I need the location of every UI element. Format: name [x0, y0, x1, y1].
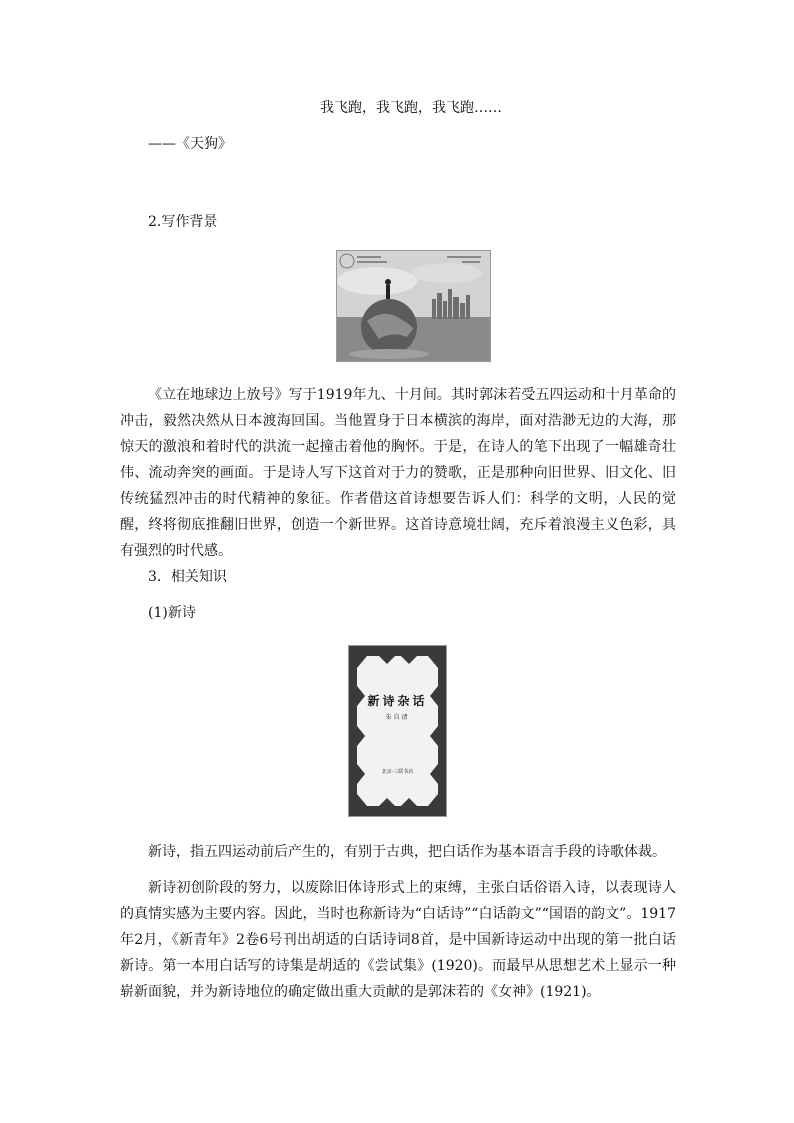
book-cover-border-pattern [349, 646, 446, 816]
section-3-heading: 3．相关知识 [148, 569, 227, 585]
quote-source: ——《天狗》 [148, 136, 232, 152]
section-3-subheading: (1)新诗 [148, 605, 196, 621]
quote-line: 我飞跑，我飞跑，我飞跑…… [320, 100, 502, 116]
section-3-paragraph-1: 新诗，指五四运动前后产生的，有别于古典，把白话作为基本语言手段的诗歌体裁。 [148, 844, 666, 860]
book-cover-image [348, 645, 447, 817]
section-3-paragraph-2: 新诗初创阶段的努力，以废除旧体诗形式上的束缚，主张白话俗语入诗，以表现诗人的真情实感为主要内容。因此，当时也称新诗为“白话诗”“白话韵文”“国语的韵文”。1917年2月，《新青年》2卷6号刊出胡适的白话诗词8首，是中国新诗运动中出现的第一批白话新诗。第一本用白话写的诗集是胡适的《尝试集》(1920)。而最早从思想艺术上显示一种崭新面貌，并为新诗地位的确定做出重大贡献的是郭沫若的《女神》(1921)。 [120, 880, 676, 1000]
globe-scene-graphic [337, 251, 490, 361]
section-2-paragraph: 《立在地球边上放号》写于1919年九、十月间。其时郭沫若受五四运动和十月革命的冲击，毅然决然从日本渡海回国。当他置身于日本横滨的海岸，面对浩渺无边的大海，那惊天的激浪和着时代的洪流一起撞击着他的胸怀。于是，在诗人的笔下出现了一幅雄奇壮伟、流动奔突的画面。于是诗人写下这首对于力的赞歌，正是那种向旧世界、旧文化、旧传统猛烈冲击的时代精神的象征。作者借这首诗想要告诉人们：科学的文明，人民的觉醒，终将彻底推翻旧世界，创造一个新世界。这首诗意境壮阔，充斥着浪漫主义色彩，具有强烈的时代感。 [120, 387, 676, 559]
book-title: 新诗杂话 [367, 694, 428, 708]
book-author: 朱自清 [385, 714, 410, 721]
section-2-heading: 2.写作背景 [148, 214, 218, 230]
globe-illustration [336, 250, 491, 362]
book-publisher: 北京·三联书店 [381, 769, 414, 775]
